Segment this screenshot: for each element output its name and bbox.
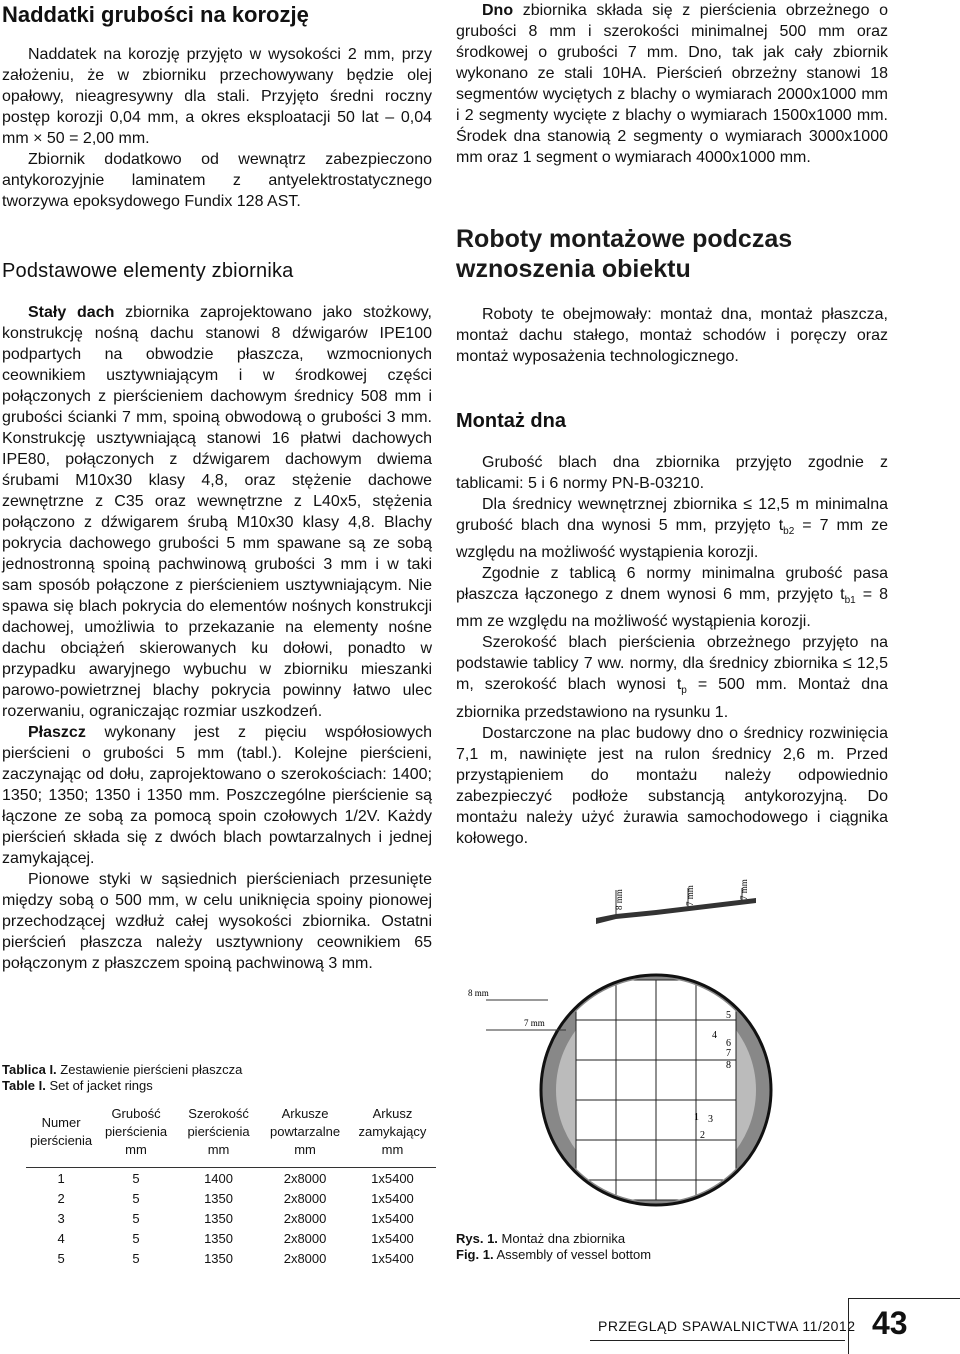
text-corrosion-1: Naddatek na korozję przyjęto w wysokości 2 mm, przy założeniu, że w zbiorniku przechowywany będzie olej opałowy, nieagresywny dla stali. Przyjęto średni roczny postęp korozji 0,04 mm, a okres eksploatacji 50 lat – 0,04 mm × 50 = 2,00 mm. bbox=[2, 46, 432, 147]
label-top-7mm-a: 7 mm bbox=[685, 885, 695, 906]
table-row bbox=[26, 1228, 436, 1248]
text-plate-thickness: Grubość blach dna zbiornika przyjęto zgodnie z tablicami: 5 i 6 normy PN-B-03210. bbox=[456, 454, 888, 492]
paragraph-bottom-assembly bbox=[456, 452, 888, 849]
table-row bbox=[26, 1168, 436, 1189]
cell: 1x5400 bbox=[371, 1190, 414, 1206]
text-works-scope: Roboty te obejmowały: montaż dna, montaż płaszcza, montaż dachu stałego, montaż schodów i poręczy oraz montaż wyposażenia technologicznego. bbox=[456, 306, 888, 365]
cell: 2 bbox=[57, 1190, 65, 1206]
caption-text-pl: Montaż dna zbiornika bbox=[497, 1231, 626, 1246]
term-roof: Stały dach bbox=[28, 304, 115, 321]
table-title-en: Set of jacket rings bbox=[45, 1078, 153, 1093]
header-number: Numer pierścienia bbox=[26, 1097, 96, 1168]
cell: 2x8000 bbox=[283, 1250, 327, 1266]
text-diameter-a: Dla średnicy wewnętrznej zbiornika ≤ 12,5 m minimalna grubość blach dna wynosi 5 mm, przyjęto t bbox=[456, 496, 888, 534]
text-bottom: zbiornika składa się z pierścienia obrzeżnego o grubości 8 mm i szerokości minimalnej 500 mm oraz środkowej o grubości 7 mm. Dno, tak jak cały zbiornik wykonano ze stali 10HA. Pierścień obrzeżny stanowi 18 segmentów wyciętych z blachy o wymiarach 2000x1000 mm i 2 segmenty wycięte z blachy o wymiarach 1500x1000 mm. Środek dna stanowią 2 segmenty o wymiarach 3000x1000 mm oraz 1 segment o wymiarach 4000x1000 mm. bbox=[456, 2, 888, 166]
header-repeat-sheets: Arkusze powtarzalne mm bbox=[261, 1097, 349, 1168]
subscript-b1: b1 bbox=[844, 595, 856, 607]
caption-text-en: Assembly of vessel bottom bbox=[493, 1247, 652, 1262]
text-delivery: Dostarczone na plac budowy dno o średnicy rozwinięcia 7,1 m, nawinięte jest na rulon średnicy 2,6 m. Przed przystąpieniem do montażu należy odpowiednio zabezpieczyć podłoże substancją antykorozyjną. Do montażu należy użyć żurawia samochodowego i ciągnika kołowego. bbox=[456, 724, 888, 847]
cell: 1 bbox=[57, 1170, 65, 1186]
table-header-row bbox=[26, 1097, 436, 1168]
page-number: 43 bbox=[872, 1305, 908, 1341]
label-left-7mm: 7 mm bbox=[524, 1018, 545, 1028]
cell: 5 bbox=[132, 1170, 140, 1186]
cell: 5 bbox=[132, 1230, 140, 1246]
footer-rule bbox=[590, 1340, 845, 1341]
table-label-en: Table I. bbox=[2, 1078, 46, 1093]
header-width: Szerokość pierścienia mm bbox=[176, 1097, 261, 1168]
figure-caption bbox=[456, 1231, 651, 1263]
paragraph-corrosion-allowance bbox=[2, 44, 432, 212]
cell: 5 bbox=[132, 1210, 140, 1226]
caption-label-en: Fig. 1. bbox=[456, 1247, 494, 1262]
text-diameter-b: = 7 mm ze względu na możliwość wystąpienia korozji. bbox=[456, 517, 889, 562]
label-plate-5: 5 bbox=[726, 1010, 731, 1021]
label-plate-1: 1 bbox=[694, 1112, 699, 1123]
cell: 5 bbox=[57, 1250, 65, 1266]
text-shell: wykonany jest z pięciu współosiowych pierścieni o grubości 5 mm (tabl.). Kolejne pierścieni, zaczynając od dołu, zaprojektowano o szerokościach: 1400; 1350; 1350; 1350 i 1350 mm. Poszczególne pierścienie są łączone ze sobą za pomocą spoin czołowych 1/2V. Każdy pierścień składa się z dwóch blach powtarzalnych i jednej zamykającej. bbox=[2, 724, 432, 867]
label-plate-8: 8 bbox=[726, 1060, 731, 1071]
text-corrosion-2: Zbiornik dodatkowo od wewnątrz zabezpieczono antykorozyjnie laminatem z antyelektrostatycznego tworzywa epoksydowego Fundix 128 AST. bbox=[2, 151, 432, 210]
header-closing-sheet: Arkusz zamykający mm bbox=[349, 1097, 436, 1168]
plate-mid-right bbox=[656, 980, 696, 1200]
cell: 1350 bbox=[204, 1230, 233, 1246]
text-vertical-joints: Pionowe styki w sąsiednich pierścieniach przesunięte między sobą o 500 mm, w celu uniknięcia spoiny pionowej przechodzącej wzdłuż całej wysokości zbiornika. Ostatni pierścień płaszcza należy usztywniony ceownikiem 65 połączonym z płaszczem spoiną pachwinową 3 mm. bbox=[2, 871, 432, 972]
paragraph-roof-and-shell bbox=[2, 302, 432, 974]
cell: 5 bbox=[132, 1190, 140, 1206]
caption-label-pl: Rys. 1. bbox=[456, 1231, 498, 1246]
heading-line-2: wznoszenia obiektu bbox=[456, 255, 691, 283]
cell: 2x8000 bbox=[283, 1230, 327, 1246]
cell: 1x5400 bbox=[371, 1250, 414, 1266]
header-thickness: Grubość pierścienia mm bbox=[96, 1097, 176, 1168]
cell: 1x5400 bbox=[371, 1170, 414, 1186]
subscript-p: p bbox=[681, 685, 687, 697]
table-row bbox=[26, 1188, 436, 1208]
table-row bbox=[26, 1248, 436, 1268]
rings-table bbox=[26, 1097, 436, 1268]
table-caption bbox=[2, 1062, 242, 1094]
heading-line-1: Roboty montażowe podczas bbox=[456, 225, 793, 253]
label-top-7mm-b: 7 mm bbox=[739, 879, 749, 900]
label-plate-2: 2 bbox=[700, 1130, 705, 1141]
table-label-pl: Tablica I. bbox=[2, 1062, 57, 1077]
cell: 3 bbox=[57, 1210, 65, 1226]
bottom-assembly-figure bbox=[456, 870, 776, 1220]
cell: 1x5400 bbox=[371, 1210, 414, 1226]
cell: 1400 bbox=[204, 1170, 233, 1186]
text-ring-width-a: Szerokość blach pierścienia obrzeżnego przyjęto na podstawie tablicy 7 ww. normy, dla średnicy zbiornika ≤ 12,5 m, szerokość blach wynosi t bbox=[456, 634, 888, 694]
section-heading-bottom-assembly: Montaż dna bbox=[456, 410, 566, 432]
plate-left bbox=[576, 980, 616, 1200]
label-top-8mm: 8 mm bbox=[614, 889, 624, 910]
paragraph-bottom bbox=[456, 0, 888, 168]
section-heading-corrosion: Naddatki grubości na korozję bbox=[2, 2, 309, 27]
term-bottom: Dno bbox=[482, 2, 514, 19]
section-heading-assembly-works bbox=[456, 224, 792, 284]
paragraph-works-scope bbox=[456, 304, 888, 367]
label-left-8mm: 8 mm bbox=[468, 988, 489, 998]
label-plate-6: 6 bbox=[726, 1038, 731, 1049]
cell: 2x8000 bbox=[283, 1170, 327, 1186]
cell: 2x8000 bbox=[283, 1190, 327, 1206]
cell: 5 bbox=[132, 1250, 140, 1266]
section-heading-basic-elements: Podstawowe elementy zbiornika bbox=[2, 260, 294, 282]
text-roof: zbiornika zaprojektowano jako stożkowy, konstrukcję nośną dachu stanowi 8 dźwigarów IPE100 podpartych na obwodzie płaszcza, wzmocnionych ceownikiem usztywniającym i w środkowej części połączonych z pierścieniem dachowym średnicy 508 mm i grubości ścianki 7 mm, spoiną obwodową o grubości 3 mm. Konstrukcję usztywniającą stanowi 16 płatwi dachowych IPE80, połączonych z dźwigarem dachowym dwiema śrubami M10x30 klasy 4,8, oraz stężenie dachowe zewnętrzne z C35 oraz wewnętrzne z L40x5, stężenia połączono z dźwigarem śrubą M10x30 klasy 4,8. Blachy pokrycia dachowego grubości 5 mm spawane są ze sobą jednostronną spoiną pachwinową grubości 3 mm i w taki sam sposób połączone z pierścieniem usztywniającym. Nie spawa się blach pokrycia do elementów nośnych konstrukcji dachowej, umożliwia to przekazanie na elementy nośne dachu obciążeń skierowanych ku dołowi, ponadto w przypadku awaryjnego wybuchu w zbiorniku mieszanki parowo-powietrznej blachy pokrycia powinny łatwo ulec rozerwaniu, ograniczając rozmiar uszkodzeń. bbox=[2, 304, 433, 720]
journal-footer: PRZEGLĄD SPAWALNICTWA 11/2012 bbox=[598, 1318, 856, 1334]
label-plate-3: 3 bbox=[708, 1114, 713, 1125]
subscript-b2: b2 bbox=[783, 526, 795, 538]
table-title-pl: Zestawienie pierścieni płaszcza bbox=[56, 1062, 243, 1077]
cell: 4 bbox=[57, 1230, 65, 1246]
cell: 1350 bbox=[204, 1250, 233, 1266]
text-shell-band-b: = 8 mm ze względu na możliwość wystąpienia korozji. bbox=[456, 586, 888, 631]
cell: 2x8000 bbox=[283, 1210, 327, 1226]
plate-mid-left bbox=[616, 980, 656, 1200]
cell: 1350 bbox=[204, 1190, 233, 1206]
text-ring-width-b: = 500 mm. Montaż dna zbiornika przedstawiono na rysunku 1. bbox=[456, 676, 888, 721]
cell: 1350 bbox=[204, 1210, 233, 1226]
label-plate-4: 4 bbox=[712, 1030, 717, 1041]
table-row bbox=[26, 1208, 436, 1228]
cell: 1x5400 bbox=[371, 1230, 414, 1246]
text-shell-band-a: Zgodnie z tablicą 6 normy minimalna grubość pasa płaszcza łączonego z dnem wynosi 6 mm, przyjęto t bbox=[456, 565, 888, 604]
label-plate-7: 7 bbox=[726, 1048, 731, 1059]
term-shell: Płaszcz bbox=[28, 724, 86, 741]
